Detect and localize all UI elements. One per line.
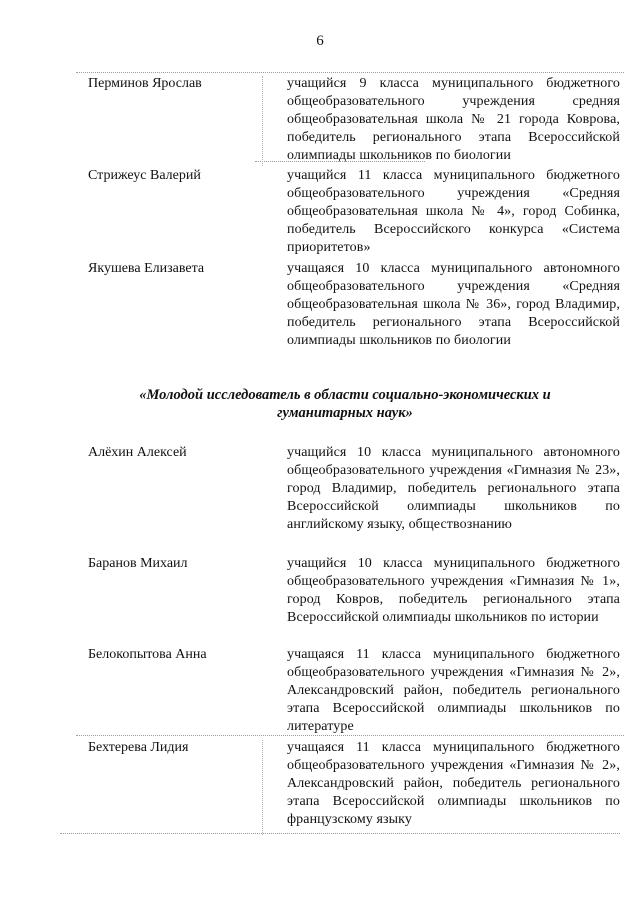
person-description: учащаяся 10 класса муниципального автономного общеобразовательного учреждения «Средняя общеобразовательная школа № 36», город Владимир, победитель регионального этапа Всероссийской олимпиады школьников по биологии — [287, 261, 620, 348]
section-heading: «Молодой исследователь в области социально-экономических и гуманитарных наук» — [139, 387, 551, 421]
person-description: учащийся 11 класса муниципального бюджетного общеобразовательного учреждения «Средняя общеобразовательная школа № 4», город Собинка, победитель Всероссийского конкурса «Система приоритетов» — [287, 168, 620, 255]
person-name: Перминов Ярослав — [88, 76, 202, 91]
scan-artifact-rule-top — [76, 72, 624, 73]
person-description: учащаяся 11 класса муниципального бюджетного общеобразовательного учреждения «Гимназия № 2», Александровский район, победитель регионального этапа Всероссийской олимпиады школьников по французскому языку — [287, 740, 620, 827]
scan-artifact-rule-bottom — [60, 833, 620, 834]
person-name: Якушева Елизавета — [88, 261, 205, 276]
person-name: Алёхин Алексей — [88, 445, 187, 460]
person-name: Стрижеус Валерий — [88, 168, 201, 183]
person-name: Белокопытова Анна — [88, 647, 207, 662]
person-description: учащийся 10 класса муниципального бюджетного общеобразовательного учреждения «Гимназия № 1», город Ковров, победитель регионального этапа Всероссийской олимпиады школьников по истории — [287, 556, 620, 625]
person-name: Бехтерева Лидия — [88, 740, 189, 755]
person-name: Баранов Михаил — [88, 556, 188, 571]
person-description: учащийся 9 класса муниципального бюджетного общеобразовательного учреждения средняя общеобразовательная школа № 21 города Коврова, победитель регионального этапа Всероссийской олимпиады школьников по биологии — [287, 76, 620, 163]
page-number: 6 — [316, 33, 324, 49]
person-description: учащаяся 11 класса муниципального бюджетного общеобразовательного учреждения «Гимназия № 2», Александровский район, победитель регионального этапа Всероссийской олимпиады школьников по литературе — [287, 647, 620, 734]
person-description: учащийся 10 класса муниципального автономного общеобразовательного учреждения «Гимназия № 23», город Владимир, победитель регионального этапа Всероссийской олимпиады школьников по английскому языку, обществознанию — [287, 445, 620, 532]
